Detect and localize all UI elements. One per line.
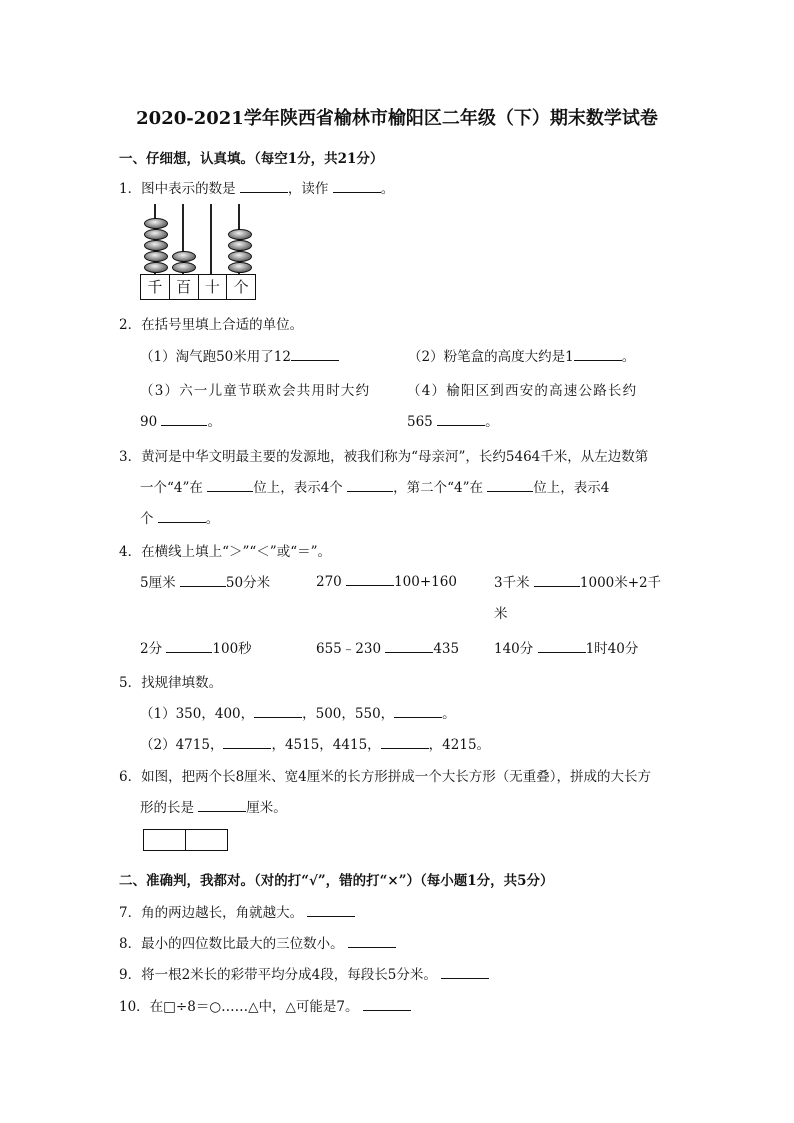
section-2-heading: 二、准确判，我都对。（对的打“√”，错的打“×”）（每小题1分，共5分）	[119, 873, 554, 889]
q4-c3-right: 1000米+2千	[579, 575, 662, 591]
question-9	[119, 963, 489, 983]
q4-c3-blank[interactable]	[534, 572, 580, 587]
q4-c4-left: 2分	[140, 641, 163, 657]
page-title: 2020-2021学年陕西省榆林市榆阳区二年级（下）期末数学试卷	[136, 108, 658, 129]
q4-c6-blank[interactable]	[538, 638, 586, 653]
q8-text: 8．最小的四位数比最大的三位数小。	[119, 936, 344, 952]
question-4-stem: 4．在横线上填上“＞”“＜”或“＝”。	[119, 544, 331, 560]
rectangle-left	[143, 829, 186, 851]
question-1	[119, 177, 394, 197]
q4-c3-left: 3千米	[494, 575, 530, 591]
q4-compare-1	[140, 571, 270, 591]
q4-c6-left: 140分	[494, 641, 534, 657]
abacus-bead	[172, 251, 196, 262]
q4-c5-blank[interactable]	[385, 638, 433, 653]
q2-p1-blank[interactable]	[291, 346, 339, 361]
q9-text: 9．将一根2米长的彩带平均分成4段，每段长5分米。	[119, 967, 437, 983]
section-1-heading: 一、仔细想，认真填。（每空1分，共21分）	[119, 151, 384, 167]
q5-s1-text-b: ，500，550，	[302, 706, 395, 722]
question-3-line3	[140, 507, 219, 527]
abacus-bead	[228, 251, 252, 262]
abacus-bead	[144, 240, 168, 251]
q1-stem-end: 。	[380, 181, 395, 197]
q4-c4-right: 100秒	[212, 641, 252, 657]
abacus-place-labels	[140, 274, 256, 298]
place-label-tens: 十	[198, 274, 228, 300]
q7-blank[interactable]	[307, 902, 355, 917]
q5-s1-text-c: 。	[442, 706, 456, 722]
question-2-part-1	[140, 345, 339, 365]
q4-c2-blank[interactable]	[346, 571, 394, 586]
question-2-part-4-line1: （4）榆阳区到西安的高速公路长约	[407, 383, 638, 399]
q4-c2-left: 270	[316, 574, 342, 590]
q2-p4-end: 。	[485, 414, 499, 430]
q5-s2-blank-2[interactable]	[381, 734, 429, 749]
abacus-bead	[144, 262, 168, 273]
q5-sequence-1	[140, 702, 456, 722]
q3-text-d: 位上，表示4	[533, 480, 610, 496]
abacus-bead	[228, 262, 252, 273]
question-8	[119, 932, 396, 952]
question-2-part-4-line2	[407, 410, 499, 430]
question-7	[119, 901, 355, 921]
q3-text-b: 位上，表示4个	[253, 480, 343, 496]
q1-blank-number[interactable]	[240, 178, 288, 193]
place-label-hundreds: 百	[169, 274, 199, 300]
q4-c1-left: 5厘米	[140, 575, 176, 591]
q5-s1-blank-1[interactable]	[254, 703, 302, 718]
q2-p2-end: 。	[621, 349, 636, 365]
q4-c2-right: 100+160	[394, 574, 457, 590]
question-2-stem: 2．在括号里填上合适的单位。	[119, 317, 304, 333]
q4-compare-5	[316, 637, 459, 657]
q4-compare-4	[140, 637, 252, 657]
question-10	[119, 995, 411, 1015]
q4-compare-6	[494, 637, 638, 657]
q2-p3-end: 。	[207, 414, 221, 430]
q10-blank[interactable]	[363, 996, 411, 1011]
question-2-part-3-line2	[140, 410, 221, 430]
q2-p4-number: 565	[407, 414, 433, 430]
question-3-line1: 3．黄河是中华文明最主要的发源地，被我们称为“母亲河”，长约5464千米，从左边数第	[119, 449, 649, 465]
abacus-figure	[140, 204, 256, 299]
q9-blank[interactable]	[441, 964, 489, 979]
q4-c1-blank[interactable]	[180, 572, 226, 587]
q4-c4-blank[interactable]	[166, 638, 212, 653]
abacus-rod-tens	[210, 204, 212, 274]
abacus-bead	[172, 262, 196, 273]
q4-compare-3-wrap: 米	[494, 606, 508, 622]
q5-s1-text-a: （1）350，400，	[140, 706, 255, 722]
q10-text: 10．在□÷8＝○……△中，△可能是7。	[119, 999, 359, 1015]
abacus-bead	[228, 240, 252, 251]
q2-p2-text: （2）粉笔盒的高度大约是1	[408, 349, 574, 365]
abacus-bead	[144, 251, 168, 262]
rectangle-right	[185, 829, 228, 851]
q8-blank[interactable]	[348, 933, 396, 948]
q6-text-b: 厘米。	[246, 800, 287, 816]
question-5-stem: 5．找规律填数。	[119, 675, 223, 691]
q4-compare-2	[316, 571, 457, 590]
q5-s1-blank-2[interactable]	[394, 703, 442, 718]
q4-c5-left: 655﹣230	[316, 641, 382, 657]
q4-c1-right: 50分米	[225, 575, 271, 591]
q5-s2-text-b: ，4515，4415，	[271, 737, 381, 753]
place-label-thousands: 千	[140, 274, 170, 300]
q3-blank-1[interactable]	[207, 477, 253, 492]
question-2-part-3-line1: （3）六一儿童节联欢会共用时大约	[140, 383, 371, 399]
q3-blank-3[interactable]	[487, 477, 533, 492]
q5-sequence-2	[140, 733, 490, 753]
q1-blank-reading[interactable]	[333, 178, 381, 193]
place-label-ones: 个	[226, 274, 256, 300]
q2-p4-blank[interactable]	[437, 411, 485, 426]
question-6-line2	[140, 796, 287, 816]
q3-text-e: 个	[140, 511, 154, 527]
q1-stem: 1．图中表示的数是	[119, 181, 236, 197]
q5-s2-text-a: （2）4715，	[140, 737, 224, 753]
abacus-bead	[144, 218, 168, 229]
q1-stem-read: ，读作	[287, 181, 329, 197]
q5-s2-text-c: ，4215。	[428, 737, 491, 753]
q4-c5-right: 435	[433, 641, 460, 657]
q2-p1-text: （1）淘气跑50米用了12	[140, 349, 291, 365]
q2-p3-number: 90	[140, 414, 158, 430]
q2-p2-blank[interactable]	[574, 346, 622, 361]
q6-blank[interactable]	[198, 797, 246, 812]
q3-blank-2[interactable]	[347, 477, 393, 492]
q4-c6-right: 1时40分	[585, 641, 639, 657]
q4-compare-3	[494, 571, 661, 591]
question-2-part-2	[408, 345, 635, 365]
abacus-bead	[228, 229, 252, 240]
q2-p3-blank[interactable]	[161, 411, 207, 426]
q6-text-a: 形的长是	[140, 800, 194, 816]
q3-blank-4[interactable]	[158, 508, 206, 523]
q3-text-a: 一个“4”在	[140, 480, 203, 496]
question-3-line2	[140, 476, 609, 496]
question-6-line1: 6．如图，把两个长8厘米、宽4厘米的长方形拼成一个大长方形（无重叠），拼成的大长方	[119, 769, 652, 785]
two-rectangles-figure	[143, 829, 229, 851]
q3-text-c: ，第二个“4”在	[393, 480, 483, 496]
abacus-bead	[144, 229, 168, 240]
q5-s2-blank-1[interactable]	[223, 734, 271, 749]
q3-text-f: 。	[205, 511, 220, 527]
q7-text: 7．角的两边越长，角就越大。	[119, 905, 304, 921]
